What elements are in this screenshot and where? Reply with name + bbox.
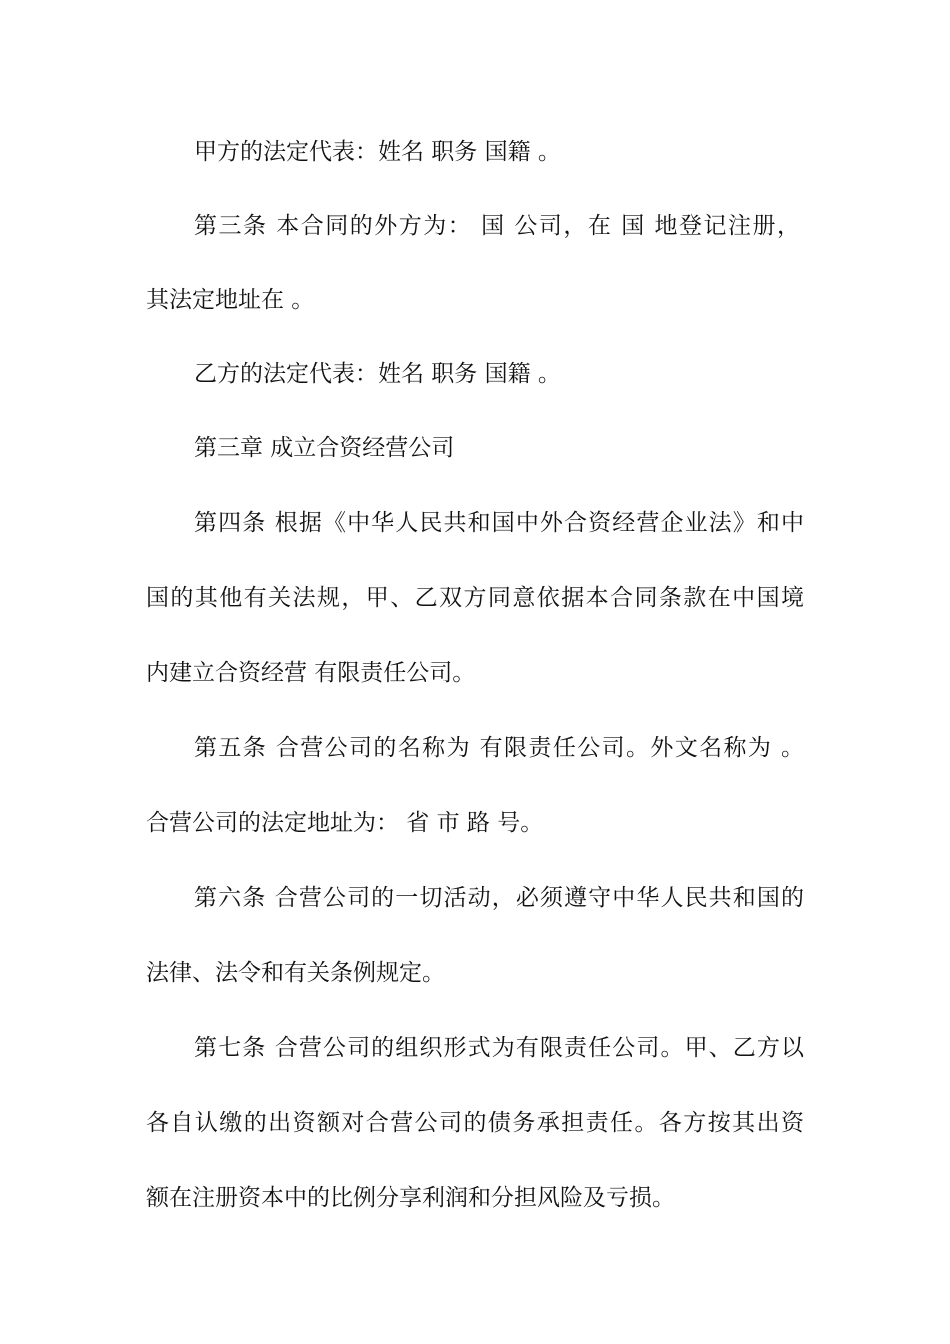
paragraph-line: 第五条 合营公司的名称为 有限责任公司。外文名称为 。: [194, 735, 804, 761]
paragraph-line: 第六条 合营公司的一切活动，必须遵守中华人民共和国的: [194, 885, 804, 911]
chapter-heading: 第三章 成立合资经营公司: [194, 435, 455, 461]
paragraph-line: 第七条 合营公司的组织形式为有限责任公司。甲、乙方以: [194, 1035, 804, 1061]
paragraph-line: 法律、法令和有关条例规定。: [146, 960, 445, 986]
paragraph-line: 额在注册资本中的比例分享利润和分担风险及亏损。: [146, 1185, 675, 1211]
paragraph-line: 乙方的法定代表：姓名 职务 国籍 。: [194, 361, 561, 387]
paragraph-line: 甲方的法定代表：姓名 职务 国籍 。: [194, 139, 561, 165]
paragraph-line: 第四条 根据《中华人民共和国中外合资经营企业法》和中: [194, 510, 804, 536]
paragraph-line: 内建立合资经营 有限责任公司。: [146, 660, 476, 686]
paragraph-line: 合营公司的法定地址为： 省 市 路 号。: [146, 810, 544, 836]
paragraph-line: 各自认缴的出资额对合营公司的债务承担责任。各方按其出资: [146, 1110, 804, 1136]
paragraph-line: 第三条 本合同的外方为： 国 公司，在 国 地登记注册，: [194, 213, 800, 239]
paragraph-line: 其法定地址在 。: [146, 287, 315, 313]
paragraph-line: 国的其他有关法规，甲、乙双方同意依据本合同条款在中国境: [146, 585, 804, 611]
